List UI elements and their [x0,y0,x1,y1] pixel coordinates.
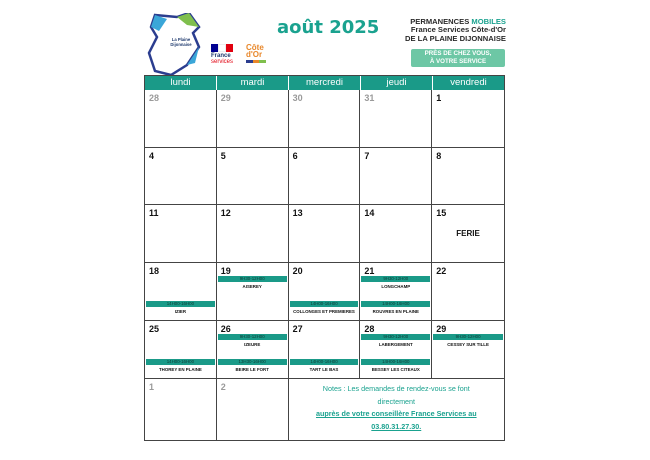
day-cell [360,205,432,263]
day-cell [432,321,504,379]
afternoon-place: COLLONGES ET PREMIERES [293,309,355,314]
day-cell [145,205,217,263]
day-cell [432,205,504,263]
day-cell [360,90,432,148]
cote-dor-logo [246,44,276,70]
day-cell [217,205,289,263]
day-cell [217,148,289,205]
morning-place: LONGCHAMP [381,284,411,289]
day-cell [217,321,289,379]
day-cell [432,148,504,205]
day-cell [145,321,217,379]
day-cell [432,263,504,321]
day-number: 7 [364,151,370,161]
day-number: 12 [220,208,231,218]
afternoon-time-band: 14H00-16H00 [361,359,430,365]
morning-time-band: 9H30-12H00 [361,334,430,340]
morning-time-band: 9H30-12H00 [433,334,503,340]
weekday-jeudi: jeudi [361,76,433,90]
afternoon-time-band: 14H00-16H00 [146,359,215,365]
morning-place: AISEREY [242,284,262,289]
day-number: 5 [220,151,226,161]
day-cell [145,379,217,441]
slogan-line2: À VOTRE SERVICE [429,58,487,65]
day-number: 27 [292,324,303,334]
day-number: 18 [149,266,160,276]
day-number: 13 [292,208,303,218]
afternoon-place: ROUVRES EN PLAINE [372,309,419,314]
perm-line1-a: PERMANENCES [410,17,472,26]
day-number: 29 [220,93,231,103]
day-cell [217,263,289,321]
day-number: 1 [436,93,442,103]
day-cell [145,148,217,205]
notes-line1: Notes : Les demandes de rendez-vous se font [322,384,470,393]
day-number: 28 [149,93,160,103]
weekday-header [145,76,504,90]
france-services-word-1: France [211,53,231,59]
day-number: 11 [149,208,159,218]
cote-dor-word-1: Côte [246,43,264,52]
day-cell [145,90,217,148]
weekday-vendredi: vendredi [450,77,487,88]
afternoon-place: THOREY EN PLAINE [158,367,202,372]
day-number: 1 [149,382,155,392]
day-number: 21 [364,266,375,276]
plaine-logo-text: La Plaine Dijonnaise [170,37,192,47]
cote-dor-word-2: d'Or [246,50,263,59]
day-number: 8 [436,151,442,161]
day-cell [360,148,432,205]
day-cell [432,90,504,148]
day-number: 15 [436,208,447,218]
day-cell [360,321,432,379]
afternoon-place: BESSEY LES CITEAUX [371,367,420,372]
day-cell [289,205,361,263]
notes-block [289,383,504,433]
weekday-mardi: mardi [217,76,289,90]
calendar-grid [144,75,505,441]
day-number: 22 [436,266,447,276]
day-number: 29 [436,324,447,334]
morning-place: CESSEY SUR TILLE [447,342,489,347]
weekday-lundi: lundi [145,76,217,90]
perm-line1-b: MOBILES [471,17,506,26]
day-number: 30 [292,93,303,103]
morning-time-band: 9H30-12H00 [218,334,287,340]
day-number: 2 [220,382,226,392]
day-cell [289,148,361,205]
day-cell [289,321,361,379]
morning-time-band: 9H30-12H00 [218,276,287,282]
day-number: 19 [220,266,231,276]
plaine-dijonnaise-logo [147,13,207,77]
perm-line3: DE LA PLAINE DIJONNAISE [405,33,506,43]
day-number: 20 [292,266,303,276]
notes-phone: 03.80.31.27.30. [371,421,422,431]
morning-place: IZEURE [244,342,261,347]
day-number: 6 [292,151,298,161]
holiday-label: FERIE [456,229,480,238]
day-number: 4 [149,151,155,161]
notes-line3: auprès de votre conseillère France Services au [315,409,477,418]
slogan-line1: PRÈS DE CHEZ VOUS, [424,50,492,57]
day-number: 25 [149,324,160,334]
permanences-title [376,18,506,43]
day-cell [217,90,289,148]
afternoon-time-band: 14H00-16H00 [361,301,430,307]
day-number: 31 [364,93,375,103]
afternoon-time-band: 14H00-16H00 [290,301,359,307]
day-cell [217,379,289,441]
weekday-mercredi: mercredi [289,76,361,90]
afternoon-time-band: 14H00-16H00 [290,359,359,365]
notes-line2: directement [377,396,416,406]
slogan-badge [411,49,505,67]
day-number: 28 [364,324,375,334]
afternoon-time-band: 13H30-16H00 [218,359,287,365]
day-cell [289,90,361,148]
day-cell [360,263,432,321]
morning-time-band: 9H30-12H00 [361,276,430,282]
month-title: août 2025 [277,17,380,38]
morning-place: LABERGEMENT [378,342,413,347]
france-services-word-2: services [211,59,234,65]
afternoon-place: TART LE BAS [309,367,339,372]
france-services-logo [211,44,241,72]
day-number: 14 [364,208,375,218]
perm-line2: France Services Côte-d'Or [410,25,506,35]
afternoon-place: IZIER [174,309,187,314]
afternoon-time-band: 14H00-16H00 [146,301,215,307]
day-number: 26 [220,324,231,334]
day-cell [145,263,217,321]
afternoon-place: BEIRE LE FORT [235,367,269,372]
day-cell [289,263,361,321]
